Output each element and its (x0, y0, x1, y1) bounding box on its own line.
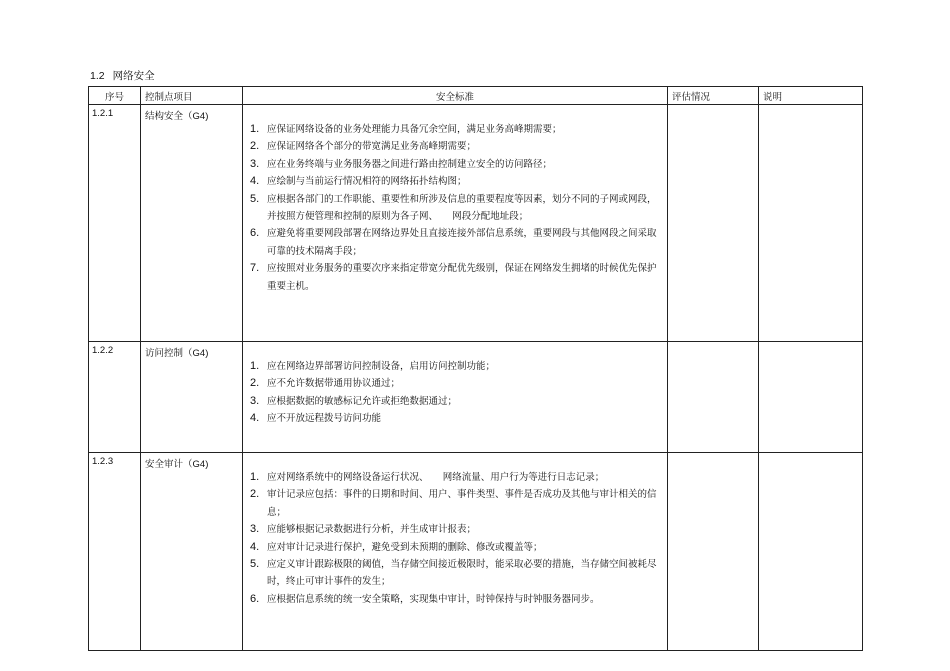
standard-cell (243, 453, 668, 651)
table-header-row (89, 87, 863, 105)
section-title: 网络安全 (112, 70, 155, 82)
control-item-grade: G4) (192, 459, 209, 470)
requirement-text: 应根据数据的敏感标记允许或拒绝数据通过； (267, 395, 458, 407)
requirement-number: 1. (250, 471, 260, 483)
requirement-item (250, 469, 663, 486)
note-cell (759, 342, 863, 453)
requirement-item (250, 375, 663, 392)
requirement-number: 4. (250, 540, 260, 553)
requirement-text: 应不开放远程拨号访问功能 (267, 413, 382, 425)
requirement-item (250, 138, 663, 155)
row-number: 1.2.2 (89, 342, 141, 453)
requirement-text: 应按照对业务服务的重要次序来指定带宽分配优先级别，保证在网络发生拥堵的时候优先保护重要主机。 (267, 263, 657, 292)
header-num: 序号 (89, 87, 141, 105)
requirement-text: 应避免将重要网段部署在网络边界处且直接连接外部信息系统，重要网段与其他网段之间采取可靠的技术隔离手段； (267, 228, 657, 257)
requirement-item (250, 486, 663, 521)
control-item-name: 结构安全（ (145, 111, 193, 122)
requirement-item (250, 556, 663, 591)
requirement-number: 2. (250, 140, 260, 153)
requirement-text: 应在网络边界部署访问控制设备，启用访问控制功能； (267, 361, 496, 372)
control-item-name: 安全审计（ (145, 459, 193, 470)
section-number: 1.2 (90, 70, 105, 82)
requirement-list (250, 358, 663, 428)
header-item: 控制点项目 (141, 87, 243, 105)
requirement-number: 1. (250, 123, 260, 135)
requirement-item (250, 393, 663, 410)
requirement-item (250, 191, 663, 226)
requirement-text: 应根据各部门的工作职能、重要性和所涉及信息的重要程度等因素，划分不同的子网或网段， 并按照方便管理和控制的原则为各子网、 网段分配地址段； (267, 193, 662, 223)
evaluation-cell (668, 342, 759, 453)
note-cell (759, 453, 863, 651)
row-number: 1.2.1 (89, 105, 141, 342)
control-item-grade: G4) (192, 348, 209, 359)
control-item (141, 342, 243, 453)
requirement-number: 2. (250, 488, 260, 501)
requirement-text: 应绘制与当前运行情况相符的网络拓扑结构图； (267, 176, 467, 188)
evaluation-cell (668, 105, 759, 342)
requirement-item (250, 358, 663, 375)
standard-cell (243, 105, 668, 342)
security-standards-table (88, 86, 863, 651)
evaluation-cell (668, 453, 759, 651)
requirement-item (250, 121, 663, 138)
requirement-text: 应根据信息系统的统一安全策略，实现集中审计，时钟保持与时钟服务器同步。 (267, 593, 600, 605)
standard-cell (243, 342, 668, 453)
requirement-item (250, 521, 663, 538)
requirement-text: 应在业务终端与业务服务器之间进行路由控制建立安全的访问路径； (267, 158, 553, 170)
requirement-item (250, 410, 663, 427)
requirement-number: 2. (250, 377, 260, 390)
requirement-text: 应定义审计跟踪极限的阈值，当存储空间接近极限时，能采取必要的措施，当存储空间被耗尽时，终止可审计事件的发生； (267, 559, 657, 588)
requirement-number: 5. (250, 192, 260, 205)
header-standard: 安全标准 (243, 87, 668, 105)
requirement-number: 6. (250, 227, 260, 240)
control-item-name: 访问控制（ (145, 348, 193, 359)
requirement-number: 4. (250, 175, 260, 188)
requirement-list (250, 469, 663, 608)
control-item-grade: G4) (192, 111, 209, 122)
requirement-number: 3. (250, 523, 260, 536)
table-row (89, 453, 863, 651)
requirement-number: 1. (250, 360, 260, 372)
requirement-item (250, 539, 663, 556)
requirement-text: 应对审计记录进行保护，避免受到未预期的删除、修改或覆盖等； (267, 541, 543, 553)
control-item (141, 105, 243, 342)
section-heading (90, 68, 155, 83)
requirement-item (250, 156, 663, 173)
requirement-number: 3. (250, 157, 260, 170)
requirement-text: 审计记录应包括：事件的日期和时间、用户、事件类型、事件是否成功及其他与审计相关的信息； (267, 489, 657, 518)
requirement-text: 应不允许数据带通用协议通过； (267, 378, 401, 390)
row-number: 1.2.3 (89, 453, 141, 651)
requirement-item (250, 591, 663, 608)
requirement-number: 5. (250, 558, 260, 571)
requirement-list (250, 121, 663, 295)
requirement-text: 应保证网络各个部分的带宽满足业务高峰期需要； (267, 141, 477, 153)
requirement-number: 7. (250, 262, 260, 275)
control-item (141, 453, 243, 651)
requirement-text: 应能够根据记录数据进行分析，并生成审计报表； (267, 524, 477, 536)
requirement-number: 3. (250, 394, 260, 407)
requirement-text: 应对网络系统中的网络设备运行状况、 网络流量、用户行为等进行日志记录； (267, 472, 605, 483)
requirement-number: 4. (250, 412, 260, 425)
requirement-item (250, 260, 663, 295)
requirement-item (250, 173, 663, 190)
note-cell (759, 105, 863, 342)
table-row (89, 342, 863, 453)
header-evaluation: 评估情况 (668, 87, 759, 105)
requirement-item (250, 225, 663, 260)
requirement-number: 6. (250, 592, 260, 605)
table-row (89, 105, 863, 342)
header-note: 说明 (759, 87, 863, 105)
requirement-text: 应保证网络设备的业务处理能力具备冗余空间，满足业务高峰期需要； (267, 124, 562, 135)
